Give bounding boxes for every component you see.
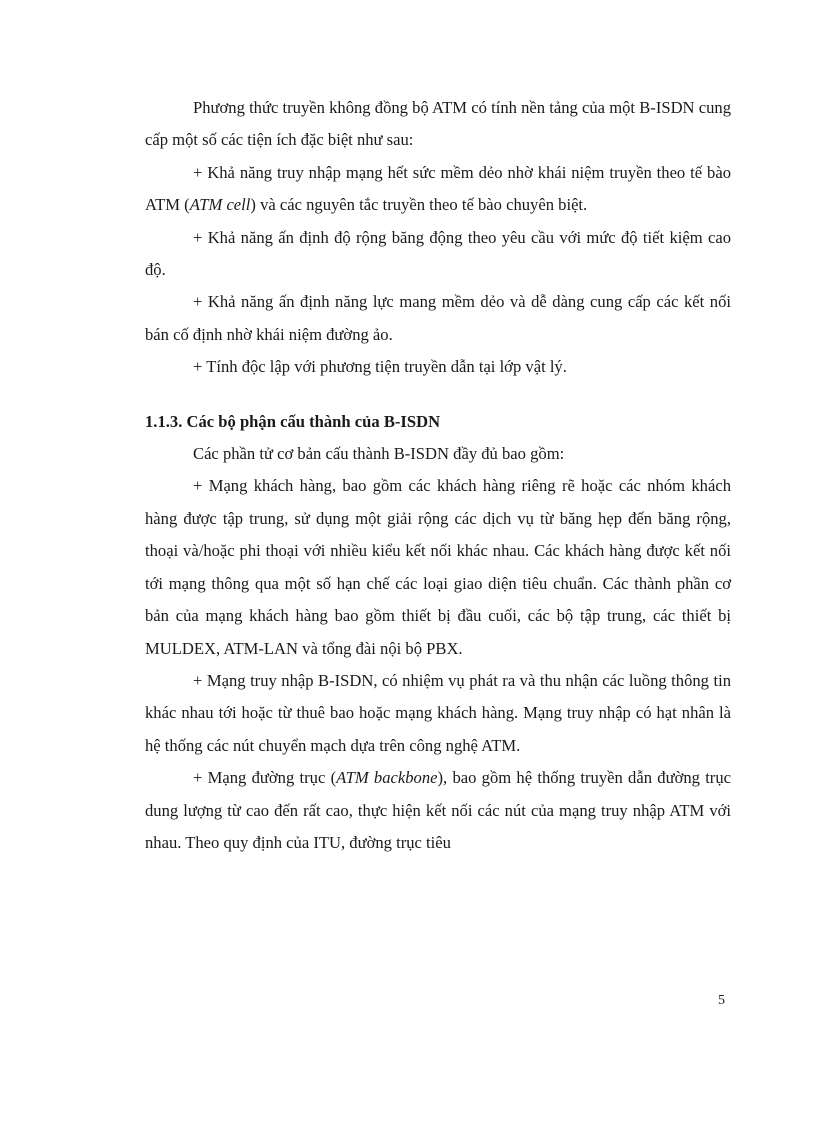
text-run: + Mạng khách hàng, bao gồm các khách hàng riêng rẽ hoặc các nhóm khách hàng được tập trung, sử dụng một giải rộng các dịch vụ từ băng hẹp đến băng rộng, thoại và/hoặc phi thoại với nhiều kiểu kết nối khác nhau. Các khách hàng được kết nối tới mạng thông qua một số hạn chế các loại giao diện tiêu chuẩn. Các thành phần cơ bản của mạng khách hàng bao gồm thiết bị đầu cuối, các bộ tập trung, các thiết bị MULDEX, ATM-LAN và tổng đài nội bộ PBX.: [145, 476, 731, 658]
paragraph-p1: [145, 92, 731, 157]
paragraph-p6: [145, 438, 731, 470]
paragraph-p4: [145, 286, 731, 351]
page-number: 5: [718, 993, 725, 1008]
text-run: + Khả năng ấn định độ rộng băng động theo yêu cầu với mức độ tiết kiệm cao độ.: [145, 227, 731, 280]
text-run: + Khả năng ấn định năng lực mang mềm dẻo và dễ dàng cung cấp các kết nối bán cố định nhờ khái niệm đường ảo.: [145, 292, 731, 344]
text-run: + Khả năng truy nhập mạng hết sức mềm dẻo nhờ khái niệm truyền theo tế bào ATM (: [145, 162, 731, 215]
italic-term: ATM cell: [189, 195, 251, 215]
section-components: [145, 438, 731, 859]
italic-term: ATM backbone: [336, 768, 438, 788]
paragraph-p3: [145, 222, 731, 287]
text-run: + Mạng đường trục (: [193, 768, 337, 788]
paragraph-p8: [145, 665, 731, 762]
text-run: Các phần tử cơ bản cấu thành B-ISDN đầy đủ bao gồm:: [193, 444, 565, 464]
text-run: ) và các nguyên tắc truyền theo tế bào chuyên biệt.: [250, 195, 588, 215]
text-run: + Tính độc lập với phương tiện truyền dẫn tại lớp vật lý.: [193, 357, 567, 377]
paragraph-p2: [145, 157, 731, 222]
section-heading: 1.1.3. Các bộ phận cấu thành của B-ISDN: [145, 411, 441, 431]
text-run: + Mạng truy nhập B-ISDN, có nhiệm vụ phát ra và thu nhận các luồng thông tin khác nhau tới hoặc từ thuê bao hoặc mạng khách hàng. Mạng truy nhập có hạt nhân là hệ thống các nút chuyển mạch dựa trên công nghệ ATM.: [145, 670, 731, 755]
paragraph-p5: [145, 351, 731, 383]
document-page: [145, 92, 731, 859]
text-run: ), bao gồm hệ thống truyền dẫn đường trục dung lượng từ cao đến rất cao, thực hiện kết nối các nút của mạng truy nhập ATM với nhau. Theo quy định của ITU, đường trục tiêu: [145, 768, 731, 852]
paragraph-p9: [145, 762, 731, 859]
section-intro: [145, 92, 731, 384]
paragraph-p7: [145, 470, 731, 664]
text-run: Phương thức truyền không đồng bộ ATM có tính nền tảng của một B-ISDN cung cấp một số các tiện ích đặc biệt như sau:: [145, 98, 731, 150]
